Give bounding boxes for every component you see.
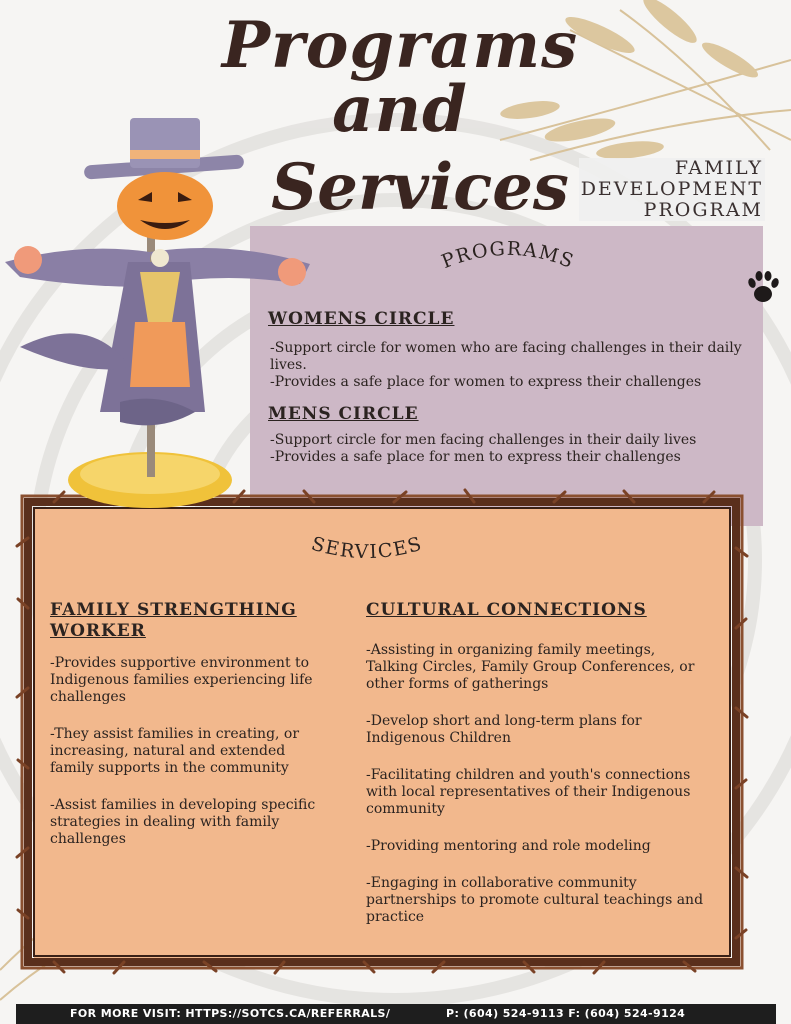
program-label-line-3: PROGRAM xyxy=(579,200,765,221)
title-line-2: Services xyxy=(271,150,569,225)
womens-circle-text xyxy=(270,340,755,391)
footer-bar xyxy=(16,1004,776,1024)
cultural-connections-title: CULTURAL CONNECTIONS xyxy=(366,600,647,620)
svg-text:SERVICES xyxy=(309,533,425,564)
scarecrow-illustration xyxy=(0,112,330,512)
list-item: -Assist families in developing specific strategies in dealing with family challenges xyxy=(50,797,316,847)
list-item: -They assist families in creating, or increasing, natural and extended family supports in the community xyxy=(50,726,300,776)
program-label-line-1: FAMILY xyxy=(579,158,765,179)
programs-heading xyxy=(428,236,588,278)
list-item: -Facilitating children and youth's connections with local representatives of their Indigenous community xyxy=(366,767,691,817)
family-strengthening-title: FAMILY STRENGTHING WORKER xyxy=(50,600,297,641)
family-strengthening-list xyxy=(50,655,325,868)
list-item: -Assisting in organizing family meetings, Talking Circles, Family Group Conferences, or other forms of gatherings xyxy=(366,642,695,692)
womens-circle-title: WOMENS CIRCLE xyxy=(268,309,455,329)
programs-heading-text: PROGRAMS xyxy=(438,237,578,274)
footer-phones: P: (604) 524-9113 F: (604) 524-9124 xyxy=(446,1007,686,1020)
services-heading-text: SERVICES xyxy=(308,532,426,564)
program-label-line-2: DEVELOPMENT xyxy=(580,178,763,200)
mens-circle-line: -Provides a safe place for men to express their challenges xyxy=(270,449,681,465)
mens-circle-title: MENS CIRCLE xyxy=(268,404,419,424)
program-label xyxy=(579,158,765,221)
footer-visit-link[interactable]: FOR MORE VISIT: HTTPS://SOTCS.CA/REFERRALS/ xyxy=(70,1007,391,1020)
title-line-1: Programs and xyxy=(221,8,579,147)
womens-circle-line: -Support circle for women who are facing challenges in their daily lives. xyxy=(270,340,742,373)
cultural-connections-list xyxy=(366,642,711,946)
svg-text:PROGRAMS xyxy=(439,238,578,273)
list-item: -Engaging in collaborative community partnerships to promote cultural teachings and practice xyxy=(366,875,704,925)
list-item: -Develop short and long-term plans for Indigenous Children xyxy=(366,713,642,746)
mens-circle-text xyxy=(270,432,755,466)
paw-print-icon xyxy=(746,268,780,306)
mens-circle-line: -Support circle for men facing challenges in their daily lives xyxy=(270,432,697,448)
list-item: -Providing mentoring and role modeling xyxy=(366,838,651,854)
womens-circle-line: -Provides a safe place for women to express their challenges xyxy=(270,374,702,390)
list-item: -Provides supportive environment to Indigenous families experiencing life challenges xyxy=(50,655,313,705)
services-heading xyxy=(292,522,442,566)
